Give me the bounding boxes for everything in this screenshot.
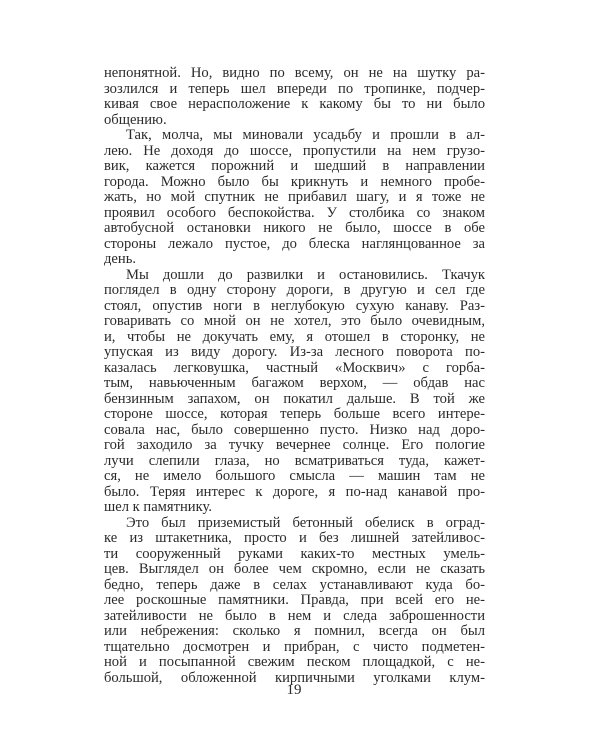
text-line: тщательно досмотрен и прибран, с чисто подметен- xyxy=(104,638,485,655)
text-line: ке из штакетника, просто и без лишней затейливос- xyxy=(104,530,485,546)
page-number: 19 xyxy=(286,682,302,698)
text-line: города. Можно было бы крикнуть и немного пробе- xyxy=(104,173,485,190)
text-line: жать, но мой спутник не прибавил шагу, и я тоже не xyxy=(104,189,485,205)
text-line: Это был приземистый бетонный обелиск в оград- xyxy=(126,514,485,531)
text-line: и, чтобы не докучать ему, я отошел в сторонку, не xyxy=(104,328,485,345)
text-line: говаривать со мной он не хотел, это было очевидным, xyxy=(104,313,485,329)
text-line: цев. Выглядел он более чем скромно, если не сказать xyxy=(104,561,485,577)
text-line: гой заходило за тучку вечернее солнце. Его пологие xyxy=(104,437,485,453)
text-line: ся, не имело большого смысла — машин там не xyxy=(104,468,485,484)
text-line: общению. xyxy=(104,111,167,128)
text-line: ти сооруженный руками каких-то местных умель- xyxy=(104,545,485,562)
text-line: лею. Не доходя до шоссе, пропустили на нем грузо- xyxy=(104,142,485,159)
paragraph xyxy=(104,516,485,687)
paragraph xyxy=(104,66,485,128)
text-line: стороне шоссе, которая теперь больше всего интере- xyxy=(104,406,485,422)
text-line: день. xyxy=(104,251,137,267)
text-line: автобусной остановки никого не было, шоссе в обе xyxy=(104,220,485,236)
text-line: бедно, теперь даже в селах устанавливают куда бо- xyxy=(104,576,485,593)
text-line: бензинным запахом, он покатил дальше. В той же xyxy=(104,390,485,407)
text-line: лее роскошные памятники. Правда, при всей его не- xyxy=(104,592,485,608)
text-line: стороны лежало пустое, до блеска наглянцованное за xyxy=(104,235,485,252)
text-line: поглядел в одну сторону дороги, в другую и сел где xyxy=(104,282,485,298)
text-line: лучи слепили глаза, но всматриваться туда, кажет- xyxy=(104,452,485,469)
text-line: большой, обложенной кирпичными уголками клум- xyxy=(104,669,485,686)
text-line: упуская из виду дорогу. Из-за лесного поворота по- xyxy=(104,344,485,360)
page-body-text xyxy=(104,66,485,686)
text-line: Так, молча, мы миновали усадьбу и прошли в ал- xyxy=(126,127,485,143)
text-line: или небрежения: сколько я помнил, всегда он был xyxy=(104,623,485,639)
text-line: затейливости не было в нем и следа заброшенности xyxy=(104,607,485,624)
text-line: кивая свое нерасположение к какому бы то ни было xyxy=(104,96,485,112)
text-line: казалась легковушка, частный «Москвич» с горба- xyxy=(104,359,485,376)
text-line: стоял, опустив ноги в неглубокую сухую канаву. Раз- xyxy=(104,297,485,314)
text-line: проявил особого беспокойства. У столбика со знаком xyxy=(104,204,485,221)
text-line: вик, кажется порожний и шедший в направлении xyxy=(104,158,485,174)
text-line: совала нас, было совершенно пусто. Низко над доро- xyxy=(104,421,485,438)
text-line: ной и посыпанной свежим песком площадкой, с не- xyxy=(104,654,485,670)
paragraph xyxy=(104,128,485,268)
text-line: тым, навьюченным багажом верхом, — обдав нас xyxy=(104,375,485,391)
text-line: Мы дошли до развилки и остановились. Ткачук xyxy=(126,266,485,283)
text-line: зозлился и теперь шел впереди по тропинке, подчер- xyxy=(104,80,485,97)
text-line: непонятной. Но, видно по всему, он не на шутку ра- xyxy=(104,65,485,81)
text-line: было. Теряя интерес к дороге, я по-над канавой про- xyxy=(104,483,485,500)
text-line: шел к памятнику. xyxy=(104,499,212,515)
paragraph xyxy=(104,268,485,516)
